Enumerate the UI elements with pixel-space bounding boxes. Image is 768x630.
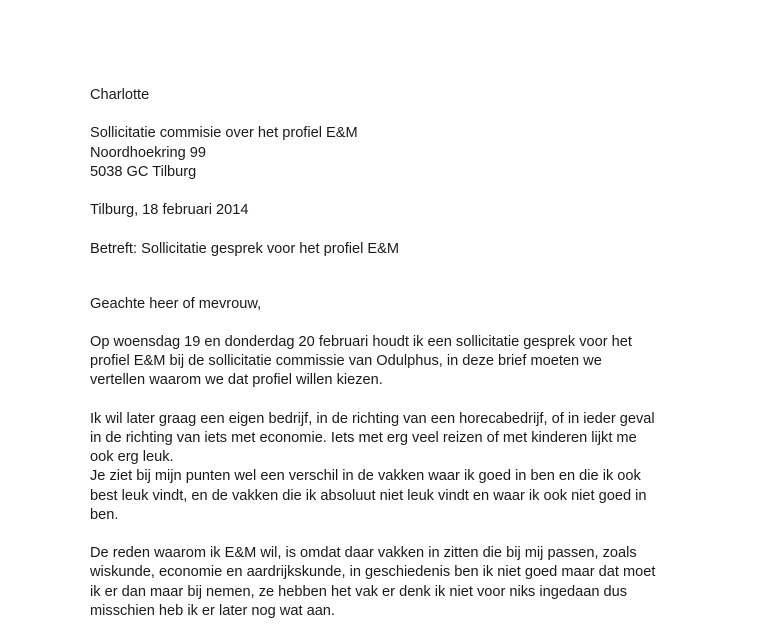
recipient-line: Sollicitatie commisie over het profiel E&M [90, 125, 358, 142]
salutation: Geachte heer of mevrouw, [90, 295, 262, 312]
paragraph-line: wiskunde, economie en aardrijkskunde, in geschiedenis ben ik niet goed maar dat moet [90, 564, 656, 581]
recipient-line: Noordhoekring 99 [90, 144, 207, 161]
paragraph-line: Op woensdag 19 en donderdag 20 februari houdt ik een sollicitatie gesprek voor het [90, 334, 632, 351]
recipient-line: 5038 GC Tilburg [90, 163, 197, 180]
spacer [90, 105, 690, 124]
paragraph-line: profiel E&M bij de sollicitatie commissie van Odulphus, in deze brief moeten we [90, 353, 602, 370]
spacer [90, 391, 690, 410]
spacer [90, 220, 690, 239]
letter-body [90, 86, 690, 621]
paragraph-line: Ik wil later graag een eigen bedrijf, in de richting van een horecabedrijf, of in ieder geval [90, 410, 655, 427]
paragraph-line: ook erg leuk. [90, 449, 174, 466]
place-date: Tilburg, 18 februari 2014 [90, 202, 249, 219]
paragraph-line: misschien heb ik er later nog wat aan. [90, 602, 335, 619]
paragraph [90, 333, 690, 391]
paragraph-line: ik er dan maar bij nemen, ze hebben het vak er denk ik niet voor niks ingedaan dus [90, 583, 628, 600]
paragraph-line: De reden waarom ik E&M wil, is omdat daar vakken in zitten die bij mij passen, zoals [90, 545, 637, 562]
paragraph [90, 410, 690, 525]
spacer [90, 314, 690, 333]
spacer [90, 259, 690, 295]
paragraph-line: vertellen waarom we dat profiel willen kiezen. [90, 372, 383, 389]
paragraph [90, 544, 690, 621]
paragraph-line: ben. [90, 506, 119, 523]
paragraph-line: in de richting van iets met economie. Iets met erg veel reizen of met kinderen lijkt me [90, 430, 637, 446]
subject-line: Betreft: Sollicitatie gesprek voor het profiel E&M [90, 240, 400, 257]
recipient-address [90, 124, 690, 182]
paragraph-line: Je ziet bij mijn punten wel een verschil in de vakken waar ik goed in ben en die ik ook [90, 468, 641, 485]
sender-name: Charlotte [90, 87, 150, 103]
spacer [90, 525, 690, 544]
spacer [90, 182, 690, 201]
paragraph-line: best leuk vindt, en de vakken die ik absoluut niet leuk vindt en waar ik ook niet goed in [90, 487, 647, 504]
